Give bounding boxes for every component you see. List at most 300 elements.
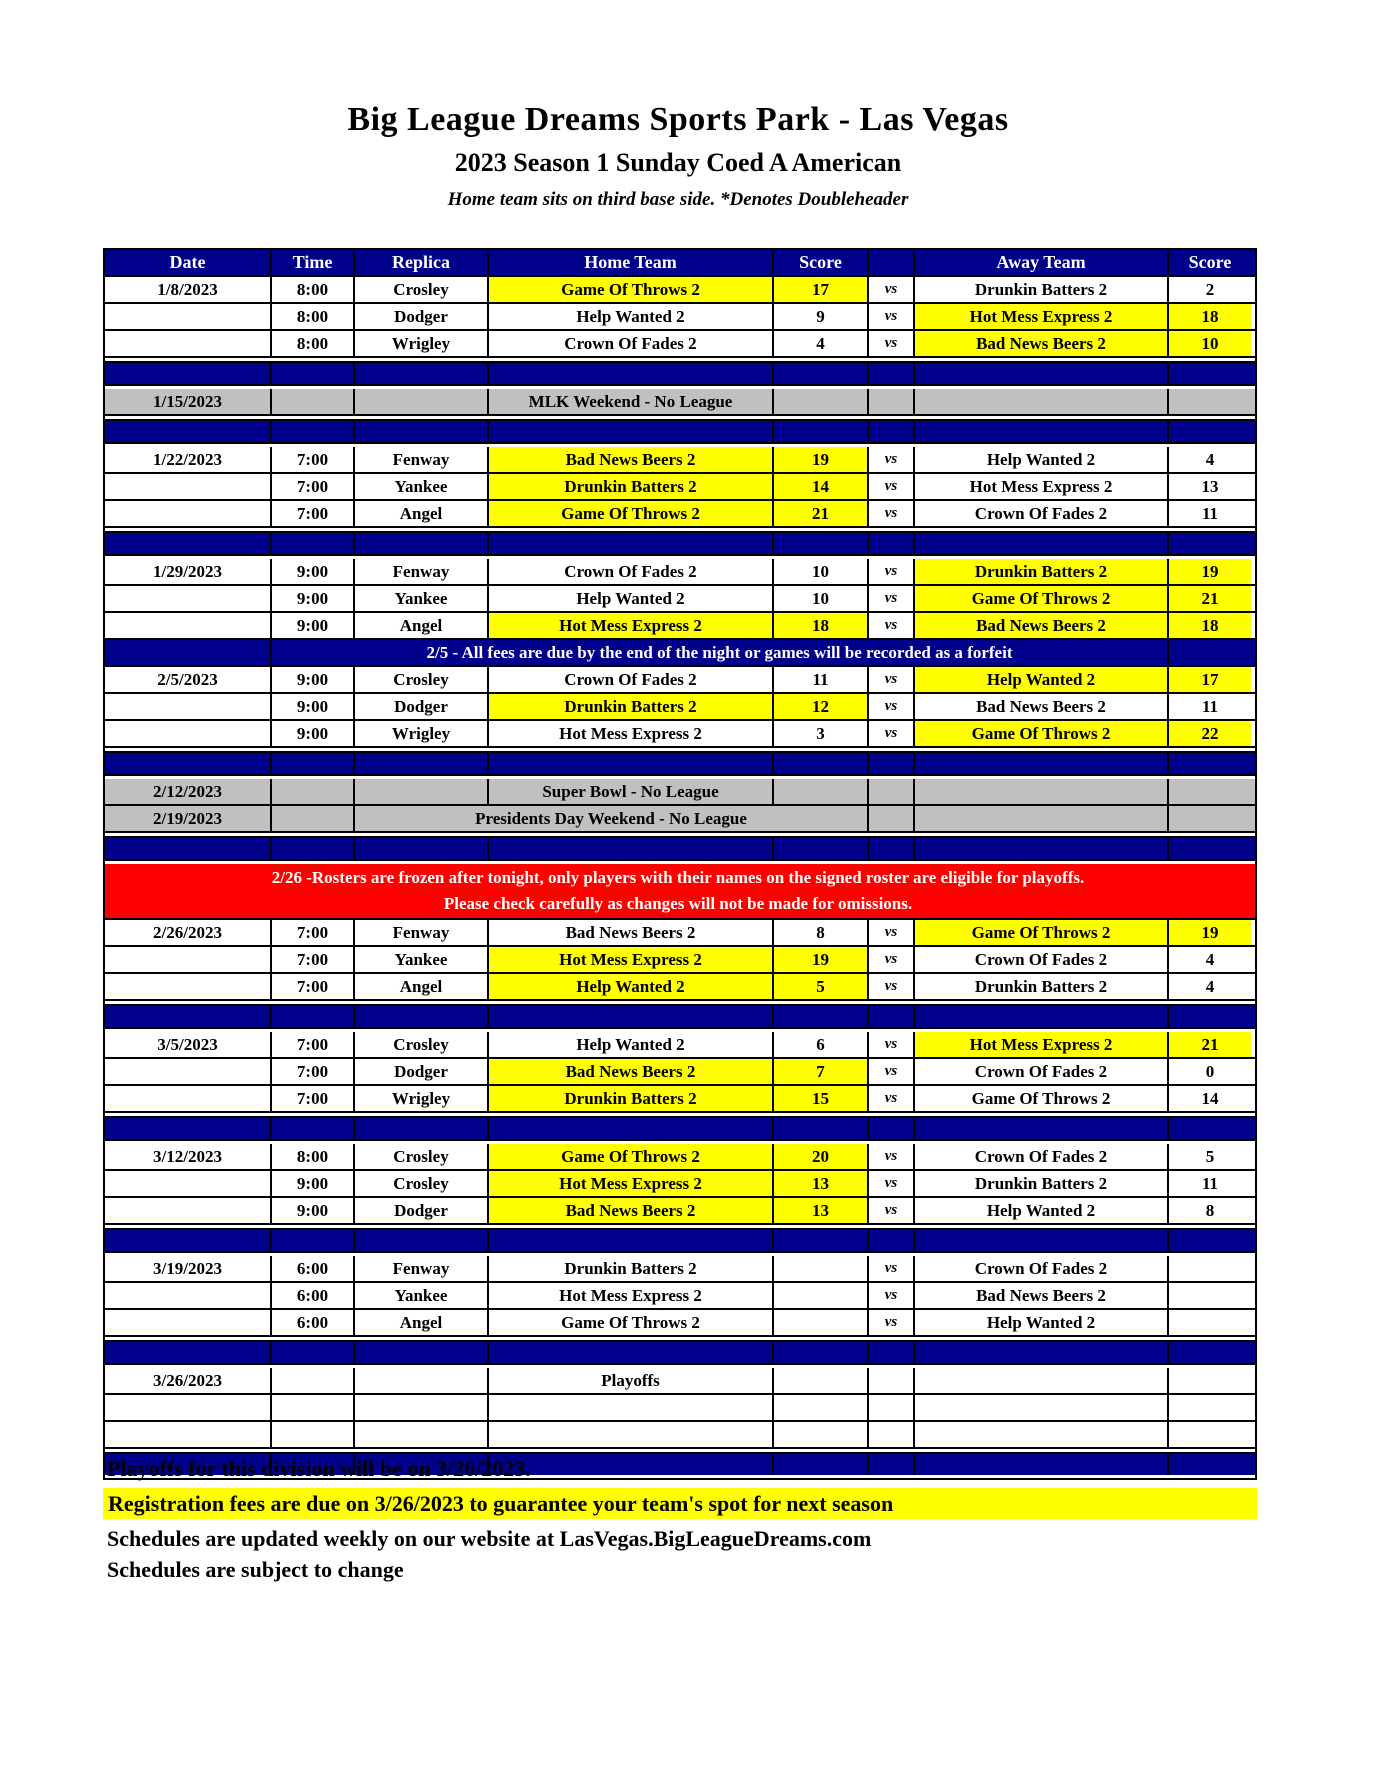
home-team-cell: Hot Mess Express 2 bbox=[487, 1171, 772, 1196]
date-cell: 2/5/2023 bbox=[157, 669, 218, 689]
separator-cell bbox=[867, 363, 913, 384]
home-score-cell bbox=[772, 779, 867, 804]
time-cell: 9:00 bbox=[270, 721, 353, 746]
game-row bbox=[105, 920, 1255, 947]
separator-cell bbox=[487, 1230, 772, 1251]
date-cell bbox=[105, 474, 270, 499]
banner-line: 2/26 -Rosters are frozen after tonight, only players with their names on the signed roster are eligible for playoffs. bbox=[271, 868, 1085, 887]
replica-cell: Wrigley bbox=[353, 1086, 487, 1111]
home-team-cell: Hot Mess Express 2 bbox=[487, 1283, 772, 1308]
separator-cell bbox=[1167, 1118, 1251, 1139]
home-score-cell: 4 bbox=[772, 331, 867, 356]
header-date: Date bbox=[169, 252, 206, 272]
game-row bbox=[105, 474, 1255, 501]
date-cell bbox=[105, 1198, 270, 1223]
separator-row bbox=[105, 1004, 1255, 1029]
notice-text-cell: 2/5 - All fees are due by the end of the night or games will be recorded as a forfeit bbox=[270, 640, 1167, 665]
notice-row bbox=[105, 640, 1255, 667]
home-score-cell: 10 bbox=[772, 559, 867, 584]
time-cell: 6:00 bbox=[270, 1310, 353, 1335]
home-team-cell: Drunkin Batters 2 bbox=[487, 694, 772, 719]
home-team-cell: Bad News Beers 2 bbox=[487, 920, 772, 945]
away-team-cell: Help Wanted 2 bbox=[913, 667, 1167, 692]
page-note: Home team sits on third base side. *Denotes Doubleheader bbox=[447, 189, 909, 210]
time-cell: 7:00 bbox=[270, 447, 353, 472]
separator-row bbox=[105, 836, 1255, 861]
separator-cell bbox=[353, 753, 487, 774]
vs-cell bbox=[867, 389, 913, 414]
separator-cell bbox=[772, 753, 867, 774]
time-cell: 6:00 bbox=[270, 1283, 353, 1308]
event-row bbox=[105, 1368, 1255, 1395]
home-score-cell: 19 bbox=[772, 947, 867, 972]
separator-cell bbox=[772, 1006, 867, 1027]
date-cell: 2/19/2023 bbox=[105, 806, 270, 831]
home-score-cell bbox=[772, 1310, 867, 1335]
vs-label: vs bbox=[867, 1256, 913, 1281]
away-score-cell: 8 bbox=[1167, 1198, 1251, 1223]
page-title: Big League Dreams Sports Park - Las Vegas bbox=[347, 101, 1009, 138]
home-team-cell: Hot Mess Express 2 bbox=[487, 721, 772, 746]
time-cell: 8:00 bbox=[270, 331, 353, 356]
header-replica: Replica bbox=[353, 250, 487, 275]
separator-cell bbox=[353, 421, 487, 442]
replica-cell: Dodger bbox=[353, 304, 487, 329]
event-row bbox=[105, 389, 1255, 416]
separator-cell bbox=[867, 1118, 913, 1139]
away-score-cell: 2 bbox=[1167, 277, 1251, 302]
separator-cell bbox=[913, 533, 1167, 554]
away-score-cell bbox=[1167, 1256, 1251, 1281]
game-row bbox=[105, 586, 1255, 613]
time-cell: 9:00 bbox=[270, 613, 353, 638]
home-team-cell: Hot Mess Express 2 bbox=[487, 613, 772, 638]
home-score-cell: 9 bbox=[772, 304, 867, 329]
game-row bbox=[105, 559, 1255, 586]
away-team-cell: Hot Mess Express 2 bbox=[913, 1032, 1167, 1057]
away-score-cell: 22 bbox=[1167, 721, 1251, 746]
date-cell bbox=[105, 586, 270, 611]
separator-cell bbox=[105, 533, 270, 554]
away-team-cell: Crown Of Fades 2 bbox=[913, 1059, 1167, 1084]
away-score-cell bbox=[1167, 640, 1251, 665]
separator-cell bbox=[487, 1118, 772, 1139]
away-team-cell bbox=[913, 806, 1167, 831]
date-cell: 3/12/2023 bbox=[153, 1146, 222, 1166]
empty-cell bbox=[270, 1395, 353, 1420]
separator-cell bbox=[913, 1454, 1167, 1475]
away-score-cell bbox=[1167, 1368, 1251, 1393]
separator-cell bbox=[772, 1118, 867, 1139]
away-team-cell: Crown Of Fades 2 bbox=[913, 1144, 1167, 1169]
away-score-cell: 4 bbox=[1167, 947, 1251, 972]
empty-cell bbox=[772, 1395, 867, 1420]
separator-row bbox=[105, 1116, 1255, 1141]
game-row bbox=[105, 447, 1255, 474]
game-row bbox=[105, 501, 1255, 528]
game-row bbox=[105, 331, 1255, 358]
time-cell: 7:00 bbox=[270, 920, 353, 945]
separator-cell bbox=[867, 1342, 913, 1363]
home-team-cell: Crown Of Fades 2 bbox=[487, 331, 772, 356]
vs-label: vs bbox=[867, 721, 913, 746]
banner-line: Please check carefully as changes will not be made for omissions. bbox=[443, 894, 913, 913]
date-cell bbox=[105, 501, 270, 526]
vs-label: vs bbox=[867, 1032, 913, 1057]
separator-cell bbox=[867, 421, 913, 442]
away-score-cell bbox=[1167, 1310, 1251, 1335]
time-cell: 7:00 bbox=[270, 501, 353, 526]
away-score-cell: 14 bbox=[1167, 1086, 1251, 1111]
separator-cell bbox=[772, 1342, 867, 1363]
home-score-cell bbox=[772, 1368, 867, 1393]
game-row bbox=[105, 947, 1255, 974]
vs-label: vs bbox=[867, 694, 913, 719]
replica-cell: Yankee bbox=[353, 474, 487, 499]
vs-label: vs bbox=[867, 501, 913, 526]
separator-cell bbox=[867, 1006, 913, 1027]
away-score-cell bbox=[1167, 389, 1251, 414]
time-cell: 8:00 bbox=[270, 304, 353, 329]
date-cell bbox=[105, 974, 270, 999]
event-row bbox=[105, 779, 1255, 806]
empty-cell bbox=[1167, 1422, 1251, 1447]
footer-playoffs-line: Playoffs for this division will be on 3/26/2023. bbox=[107, 1456, 531, 1481]
away-score-cell: 11 bbox=[1167, 1171, 1251, 1196]
time-cell: 8:00 bbox=[270, 1144, 353, 1169]
event-row bbox=[105, 806, 1255, 833]
empty-cell bbox=[1167, 1395, 1251, 1420]
separator-cell bbox=[1167, 838, 1251, 859]
separator-cell bbox=[353, 1230, 487, 1251]
home-score-cell: 11 bbox=[772, 667, 867, 692]
game-row bbox=[105, 277, 1255, 304]
home-team-cell: Help Wanted 2 bbox=[487, 304, 772, 329]
game-row bbox=[105, 694, 1255, 721]
date-cell: 3/5/2023 bbox=[157, 1034, 218, 1054]
home-score-cell: 6 bbox=[772, 1032, 867, 1057]
home-score-cell: 20 bbox=[772, 1144, 867, 1169]
home-score-cell bbox=[772, 1283, 867, 1308]
separator-cell bbox=[105, 363, 270, 384]
home-team-cell: Drunkin Batters 2 bbox=[487, 1256, 772, 1281]
empty-row bbox=[105, 1422, 1255, 1449]
separator-cell bbox=[353, 838, 487, 859]
home-team-cell: Crown Of Fades 2 bbox=[487, 667, 772, 692]
away-team-cell: Bad News Beers 2 bbox=[913, 331, 1167, 356]
vs-label: vs bbox=[867, 1198, 913, 1223]
time-cell: 7:00 bbox=[270, 947, 353, 972]
separator-cell bbox=[270, 838, 353, 859]
vs-label: vs bbox=[867, 1059, 913, 1084]
date-cell bbox=[105, 1086, 270, 1111]
separator-cell bbox=[353, 1342, 487, 1363]
empty-cell bbox=[270, 1422, 353, 1447]
separator-cell bbox=[353, 1118, 487, 1139]
separator-cell bbox=[270, 753, 353, 774]
away-team-cell: Bad News Beers 2 bbox=[913, 613, 1167, 638]
event-text-cell: Super Bowl - No League bbox=[487, 779, 772, 804]
date-cell: 1/15/2023 bbox=[105, 389, 270, 414]
footer-subject-line: Schedules are subject to change bbox=[107, 1557, 404, 1582]
date-cell: 1/29/2023 bbox=[153, 561, 222, 581]
separator-cell bbox=[105, 838, 270, 859]
home-team-cell: Bad News Beers 2 bbox=[487, 1059, 772, 1084]
replica-cell: Angel bbox=[353, 1310, 487, 1335]
vs-label: vs bbox=[867, 1171, 913, 1196]
away-team-cell: Hot Mess Express 2 bbox=[913, 304, 1167, 329]
separator-row bbox=[105, 419, 1255, 444]
date-cell: 1/8/2023 bbox=[157, 279, 218, 299]
header-vs bbox=[867, 250, 913, 275]
separator-row bbox=[105, 1340, 1255, 1365]
replica-cell: Crosley bbox=[353, 1032, 487, 1057]
away-team-cell: Bad News Beers 2 bbox=[913, 1283, 1167, 1308]
separator-cell bbox=[270, 533, 353, 554]
date-cell: 2/26/2023 bbox=[153, 922, 222, 942]
empty-cell bbox=[867, 1422, 913, 1447]
separator-cell bbox=[913, 421, 1167, 442]
separator-cell bbox=[1167, 363, 1251, 384]
time-cell: 9:00 bbox=[270, 1198, 353, 1223]
separator-cell bbox=[487, 838, 772, 859]
replica-cell: Dodger bbox=[353, 1198, 487, 1223]
away-team-cell: Drunkin Batters 2 bbox=[913, 1171, 1167, 1196]
home-team-cell: Help Wanted 2 bbox=[487, 1032, 772, 1057]
home-score-cell: 21 bbox=[772, 501, 867, 526]
away-team-cell: Game Of Throws 2 bbox=[913, 586, 1167, 611]
footer-registration-line: Registration fees are due on 3/26/2023 to guarantee your team's spot for next season bbox=[103, 1488, 1257, 1519]
game-row bbox=[105, 1198, 1255, 1225]
away-score-cell: 17 bbox=[1167, 667, 1251, 692]
away-team-cell: Game Of Throws 2 bbox=[913, 721, 1167, 746]
game-row bbox=[105, 1086, 1255, 1113]
date-cell bbox=[105, 640, 270, 665]
vs-label: vs bbox=[867, 277, 913, 302]
separator-cell bbox=[913, 1118, 1167, 1139]
vs-label: vs bbox=[867, 920, 913, 945]
vs-label: vs bbox=[867, 613, 913, 638]
game-row bbox=[105, 1310, 1255, 1337]
replica-cell: Dodger bbox=[353, 694, 487, 719]
replica-cell: Fenway bbox=[353, 559, 487, 584]
date-cell: 1/22/2023 bbox=[153, 449, 222, 469]
date-cell: 3/26/2023 bbox=[153, 1370, 222, 1390]
separator-cell bbox=[105, 1006, 270, 1027]
separator-cell bbox=[270, 421, 353, 442]
away-score-cell: 19 bbox=[1167, 559, 1251, 584]
separator-cell bbox=[772, 838, 867, 859]
away-score-cell: 11 bbox=[1167, 501, 1251, 526]
empty-cell bbox=[487, 1422, 772, 1447]
home-score-cell: 14 bbox=[772, 474, 867, 499]
game-row bbox=[105, 304, 1255, 331]
vs-label: vs bbox=[867, 331, 913, 356]
away-score-cell: 18 bbox=[1167, 304, 1251, 329]
replica-cell: Yankee bbox=[353, 586, 487, 611]
event-text-cell: MLK Weekend - No League bbox=[487, 389, 772, 414]
home-team-cell: Game Of Throws 2 bbox=[487, 1144, 772, 1169]
time-cell bbox=[270, 779, 353, 804]
vs-label: vs bbox=[867, 1144, 913, 1169]
home-score-cell: 3 bbox=[772, 721, 867, 746]
away-score-cell: 0 bbox=[1167, 1059, 1251, 1084]
separator-cell bbox=[487, 1006, 772, 1027]
separator-cell bbox=[105, 421, 270, 442]
away-team-cell: Crown Of Fades 2 bbox=[913, 501, 1167, 526]
separator-cell bbox=[867, 533, 913, 554]
replica-cell: Crosley bbox=[353, 1144, 487, 1169]
page-header bbox=[103, 100, 1253, 212]
away-score-cell: 5 bbox=[1167, 1144, 1251, 1169]
replica-cell: Fenway bbox=[353, 447, 487, 472]
table-header-row bbox=[105, 250, 1255, 277]
empty-row bbox=[105, 1395, 1255, 1422]
schedule-table bbox=[103, 248, 1257, 1480]
separator-cell bbox=[913, 838, 1167, 859]
away-score-cell: 19 bbox=[1167, 920, 1251, 945]
time-cell: 9:00 bbox=[270, 559, 353, 584]
replica-cell: Yankee bbox=[353, 947, 487, 972]
separator-cell bbox=[105, 1118, 270, 1139]
home-team-cell: Drunkin Batters 2 bbox=[487, 474, 772, 499]
separator-cell bbox=[487, 363, 772, 384]
time-cell: 9:00 bbox=[270, 667, 353, 692]
away-score-cell: 21 bbox=[1167, 586, 1251, 611]
home-team-cell: Bad News Beers 2 bbox=[487, 447, 772, 472]
separator-cell bbox=[353, 363, 487, 384]
replica-cell: Crosley bbox=[353, 1171, 487, 1196]
header-home-score: Score bbox=[772, 250, 867, 275]
separator-cell bbox=[867, 1230, 913, 1251]
separator-cell bbox=[270, 1006, 353, 1027]
away-team-cell: Game Of Throws 2 bbox=[913, 920, 1167, 945]
away-score-cell: 18 bbox=[1167, 613, 1251, 638]
replica-cell bbox=[353, 1368, 487, 1393]
away-score-cell bbox=[1167, 806, 1251, 831]
separator-cell bbox=[270, 363, 353, 384]
game-row bbox=[105, 721, 1255, 748]
away-score-cell: 4 bbox=[1167, 447, 1251, 472]
time-cell: 7:00 bbox=[270, 974, 353, 999]
separator-cell bbox=[913, 1230, 1167, 1251]
home-team-cell: Bad News Beers 2 bbox=[487, 1198, 772, 1223]
header-home-team: Home Team bbox=[487, 250, 772, 275]
separator-row bbox=[105, 1228, 1255, 1253]
separator-cell bbox=[913, 363, 1167, 384]
replica-cell: Dodger bbox=[353, 1059, 487, 1084]
vs-label: vs bbox=[867, 559, 913, 584]
home-team-cell: Game Of Throws 2 bbox=[487, 277, 772, 302]
empty-cell bbox=[772, 1422, 867, 1447]
separator-row bbox=[105, 361, 1255, 386]
away-score-cell bbox=[1167, 1283, 1251, 1308]
home-score-cell: 17 bbox=[772, 277, 867, 302]
away-score-cell: 4 bbox=[1167, 974, 1251, 999]
time-cell bbox=[270, 806, 353, 831]
home-team-cell: Game Of Throws 2 bbox=[487, 1310, 772, 1335]
game-row bbox=[105, 667, 1255, 694]
away-team-cell: Drunkin Batters 2 bbox=[913, 277, 1167, 302]
vs-label: vs bbox=[867, 586, 913, 611]
replica-cell: Wrigley bbox=[353, 721, 487, 746]
separator-cell bbox=[867, 838, 913, 859]
vs-label: vs bbox=[867, 1086, 913, 1111]
separator-cell bbox=[1167, 753, 1251, 774]
away-score-cell bbox=[1167, 779, 1251, 804]
vs-label: vs bbox=[867, 474, 913, 499]
home-score-cell: 18 bbox=[772, 613, 867, 638]
vs-cell bbox=[867, 806, 913, 831]
date-cell bbox=[105, 1171, 270, 1196]
away-team-cell: Crown Of Fades 2 bbox=[913, 1256, 1167, 1281]
separator-cell bbox=[1167, 1230, 1251, 1251]
home-team-cell: Drunkin Batters 2 bbox=[487, 1086, 772, 1111]
date-cell bbox=[105, 331, 270, 356]
home-score-cell: 13 bbox=[772, 1171, 867, 1196]
date-cell bbox=[105, 304, 270, 329]
vs-label: vs bbox=[867, 1283, 913, 1308]
separator-cell bbox=[913, 1342, 1167, 1363]
banner-row bbox=[105, 864, 1255, 920]
page-subtitle: 2023 Season 1 Sunday Coed A American bbox=[454, 148, 902, 177]
date-cell bbox=[105, 1059, 270, 1084]
separator-cell bbox=[270, 1230, 353, 1251]
date-cell bbox=[105, 1283, 270, 1308]
replica-cell: Angel bbox=[353, 501, 487, 526]
separator-cell bbox=[105, 1230, 270, 1251]
separator-cell bbox=[772, 1454, 867, 1475]
time-cell: 7:00 bbox=[270, 474, 353, 499]
home-score-cell: 12 bbox=[772, 694, 867, 719]
banner-text-cell bbox=[105, 864, 1251, 918]
separator-cell bbox=[353, 1006, 487, 1027]
separator-cell bbox=[1167, 1006, 1251, 1027]
time-cell: 7:00 bbox=[270, 1086, 353, 1111]
separator-cell bbox=[772, 533, 867, 554]
home-score-cell: 10 bbox=[772, 586, 867, 611]
home-team-cell: Hot Mess Express 2 bbox=[487, 947, 772, 972]
time-cell: 9:00 bbox=[270, 586, 353, 611]
away-team-cell: Help Wanted 2 bbox=[913, 447, 1167, 472]
away-team-cell: Hot Mess Express 2 bbox=[913, 474, 1167, 499]
separator-cell bbox=[1167, 1342, 1251, 1363]
separator-row bbox=[105, 531, 1255, 556]
home-score-cell bbox=[772, 1256, 867, 1281]
header-time: Time bbox=[270, 250, 353, 275]
vs-label: vs bbox=[867, 667, 913, 692]
separator-cell bbox=[105, 753, 270, 774]
empty-cell bbox=[913, 1422, 1167, 1447]
empty-cell bbox=[487, 1395, 772, 1420]
separator-cell bbox=[487, 1342, 772, 1363]
replica-cell: Angel bbox=[353, 613, 487, 638]
empty-cell bbox=[353, 1422, 487, 1447]
game-row bbox=[105, 1256, 1255, 1283]
vs-label: vs bbox=[867, 974, 913, 999]
date-cell bbox=[105, 721, 270, 746]
separator-cell bbox=[913, 753, 1167, 774]
date-cell bbox=[105, 613, 270, 638]
separator-cell bbox=[913, 1006, 1167, 1027]
empty-cell bbox=[353, 1395, 487, 1420]
time-cell: 9:00 bbox=[270, 1171, 353, 1196]
time-cell: 7:00 bbox=[270, 1059, 353, 1084]
home-score-cell bbox=[772, 389, 867, 414]
time-cell bbox=[270, 389, 353, 414]
separator-cell bbox=[1167, 421, 1251, 442]
date-cell bbox=[105, 947, 270, 972]
